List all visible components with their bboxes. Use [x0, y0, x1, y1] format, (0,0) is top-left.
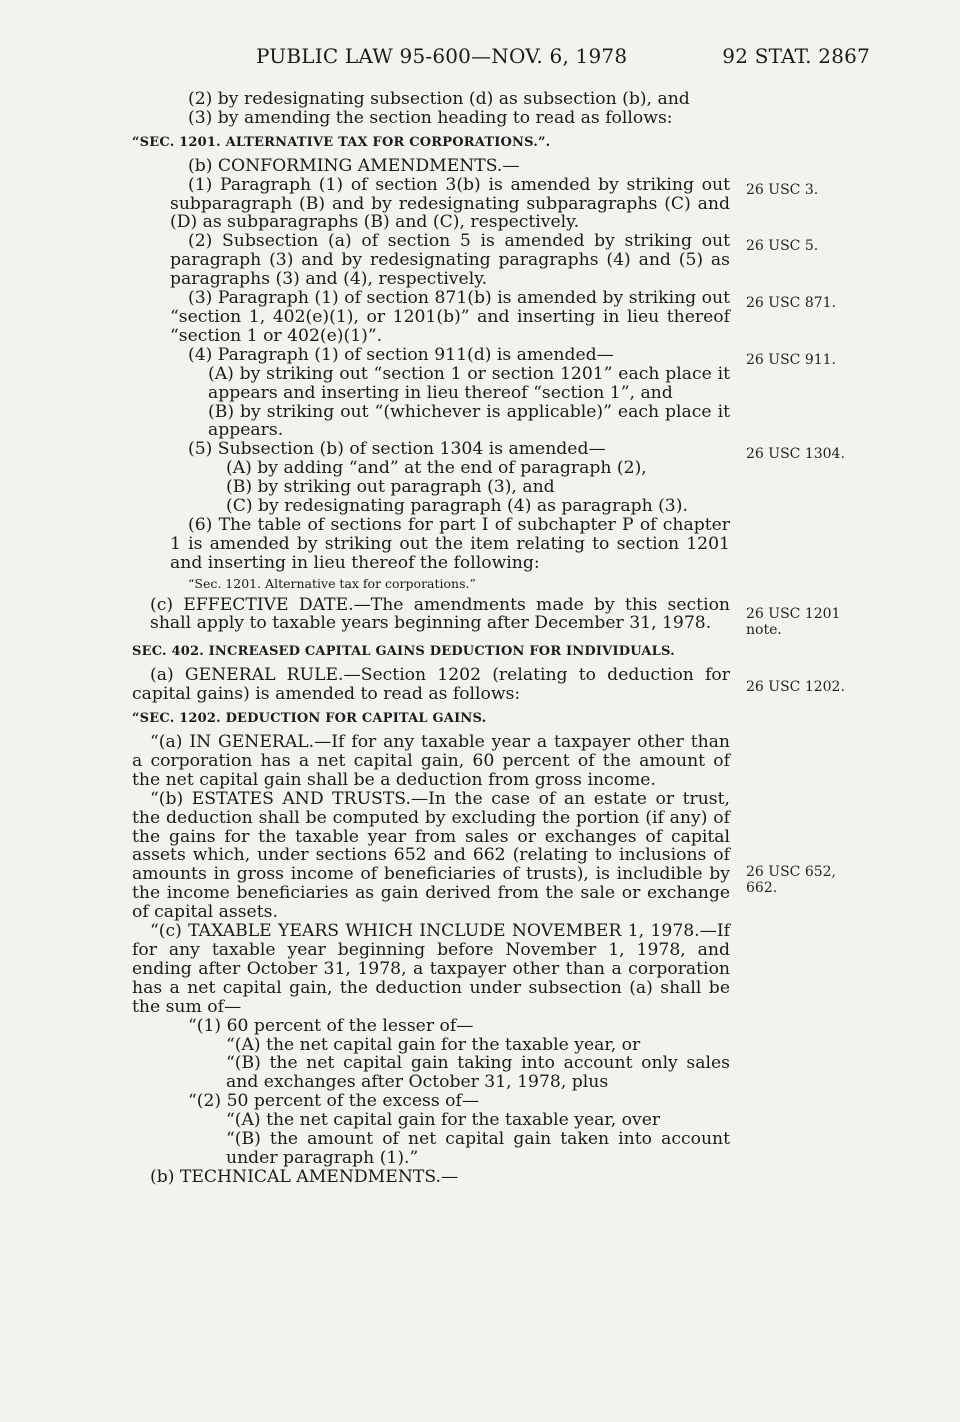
statute-text: [132, 90, 730, 1187]
table-of-sections-item: “Sec. 1201. Alternative tax for corporations.”: [188, 575, 476, 591]
margin-note: 26 USC 911.: [746, 352, 836, 368]
clause-c-2-b: “(B) the amount of net capital gain taken into account under paragraph (1).”: [226, 1129, 730, 1168]
clause-c-2-a: “(A) the net capital gain for the taxable year, over: [226, 1110, 661, 1131]
clause-c-1-b: “(B) the net capital gain taking into account only sales and exchanges after October 31, 1978, plus: [226, 1053, 730, 1093]
margin-note: 26 USC 3.: [746, 182, 819, 198]
running-head-title: PUBLIC LAW 95-600—NOV. 6, 1978: [256, 44, 628, 68]
page-header: [0, 44, 960, 74]
section-402-heading: SEC. 402. INCREASED CAPITAL GAINS DEDUCTION FOR INDIVIDUALS.: [132, 644, 675, 660]
section-heading-1202: “SEC. 1202. DEDUCTION FOR CAPITAL GAINS.: [132, 711, 487, 727]
margin-note: 26 USC 652, 662.: [746, 864, 836, 896]
subsection-1202-c: “(c) TAXABLE YEARS WHICH INCLUDE NOVEMBER 1, 1978.—If for any taxable year beginning before November 1, 1978, and ending after October 31, 1978, a taxpayer other than a corporation has a net capital gain, the deduction under subsection (a) shall be the sum of—: [132, 921, 730, 1017]
technical-amendments-heading: (b) TECHNICAL AMENDMENTS.—: [150, 1166, 459, 1187]
margin-note: 26 USC 1304.: [746, 446, 845, 462]
amendment-5-b: (B) by striking out paragraph (3), and: [226, 477, 555, 498]
amendment-6: (6) The table of sections for part I of subchapter P of chapter 1 is amended by striking out the item relating to section 1201 and inserting in lieu thereof the following:: [170, 514, 730, 573]
amendment-4-b: (B) by striking out “(whichever is applicable)” each place it appears.: [208, 401, 730, 441]
section-heading-1201: “SEC. 1201. ALTERNATIVE TAX FOR CORPORATIONS.”.: [132, 134, 551, 150]
subsection-b-heading: (b) CONFORMING AMENDMENTS.—: [188, 155, 520, 176]
amendment-2: (2) Subsection (a) of section 5 is amended by striking out paragraph (3) and by redesignating paragraphs (4) and (5) as paragraphs (3) and (4), respectively.: [170, 231, 730, 290]
margin-note: 26 USC 871.: [746, 295, 836, 311]
margin-note: 26 USC 1201 note.: [746, 606, 841, 638]
amendment-4-a: (A) by striking out “section 1 or section 1201” each place it appears and inserting in lieu thereof “section 1”, and: [208, 363, 730, 403]
clause-c-1-a: “(A) the net capital gain for the taxable year, or: [226, 1034, 641, 1055]
subsection-1202-a: “(a) IN GENERAL.—If for any taxable year a taxpayer other than a corporation has a net capital gain, 60 percent of the amount of the net capital gain shall be a deduction from gross income.: [132, 732, 730, 790]
clause-3: (3) by amending the section heading to read as follows:: [188, 107, 673, 128]
amendment-1: (1) Paragraph (1) of section 3(b) is amended by striking out subparagraph (B) and by redesignating subparagraphs (C) and (D) as subparagraphs (B) and (C), respectively.: [170, 174, 730, 233]
amendment-5-c: (C) by redesignating paragraph (4) as paragraph (3).: [226, 496, 688, 517]
margin-note: 26 USC 1202.: [746, 679, 845, 695]
clause-c-2: “(2) 50 percent of the excess of—: [188, 1091, 480, 1112]
amendment-3: (3) Paragraph (1) of section 871(b) is amended by striking out “section 1, 402(e)(1), or 1201(b)” and inserting in lieu thereof “section 1 or 402(e)(1)”.: [170, 288, 730, 346]
amendment-5: (5) Subsection (b) of section 1304 is amended—: [188, 439, 606, 460]
statute-page-number: 92 STAT. 2867: [722, 44, 870, 68]
subsection-1202-b: “(b) ESTATES AND TRUSTS.—In the case of an estate or trust, the deduction shall be computed by excluding the portion (if any) of the gains for the taxable year from sales or exchanges of capital assets which, under sections 652 and 662 (relating to inclusions of amounts in gross income of beneficiaries of trusts), is includible by the income beneficiaries as gain derived from the sale or exchange of capital assets.: [132, 788, 730, 923]
amendment-4: (4) Paragraph (1) of section 911(d) is amended—: [188, 344, 614, 365]
effective-date: (c) EFFECTIVE DATE.—The amendments made by this section shall apply to taxable years beginning after December 31, 1978.: [150, 594, 730, 634]
amendment-5-a: (A) by adding “and” at the end of paragraph (2),: [226, 458, 647, 479]
margin-note: 26 USC 5.: [746, 238, 819, 254]
clause-2: (2) by redesignating subsection (d) as subsection (b), and: [188, 89, 690, 109]
clause-c-1: “(1) 60 percent of the lesser of—: [188, 1015, 474, 1036]
general-rule: (a) GENERAL RULE.—Section 1202 (relating to deduction for capital gains) is amended to read as follows:: [132, 665, 730, 705]
